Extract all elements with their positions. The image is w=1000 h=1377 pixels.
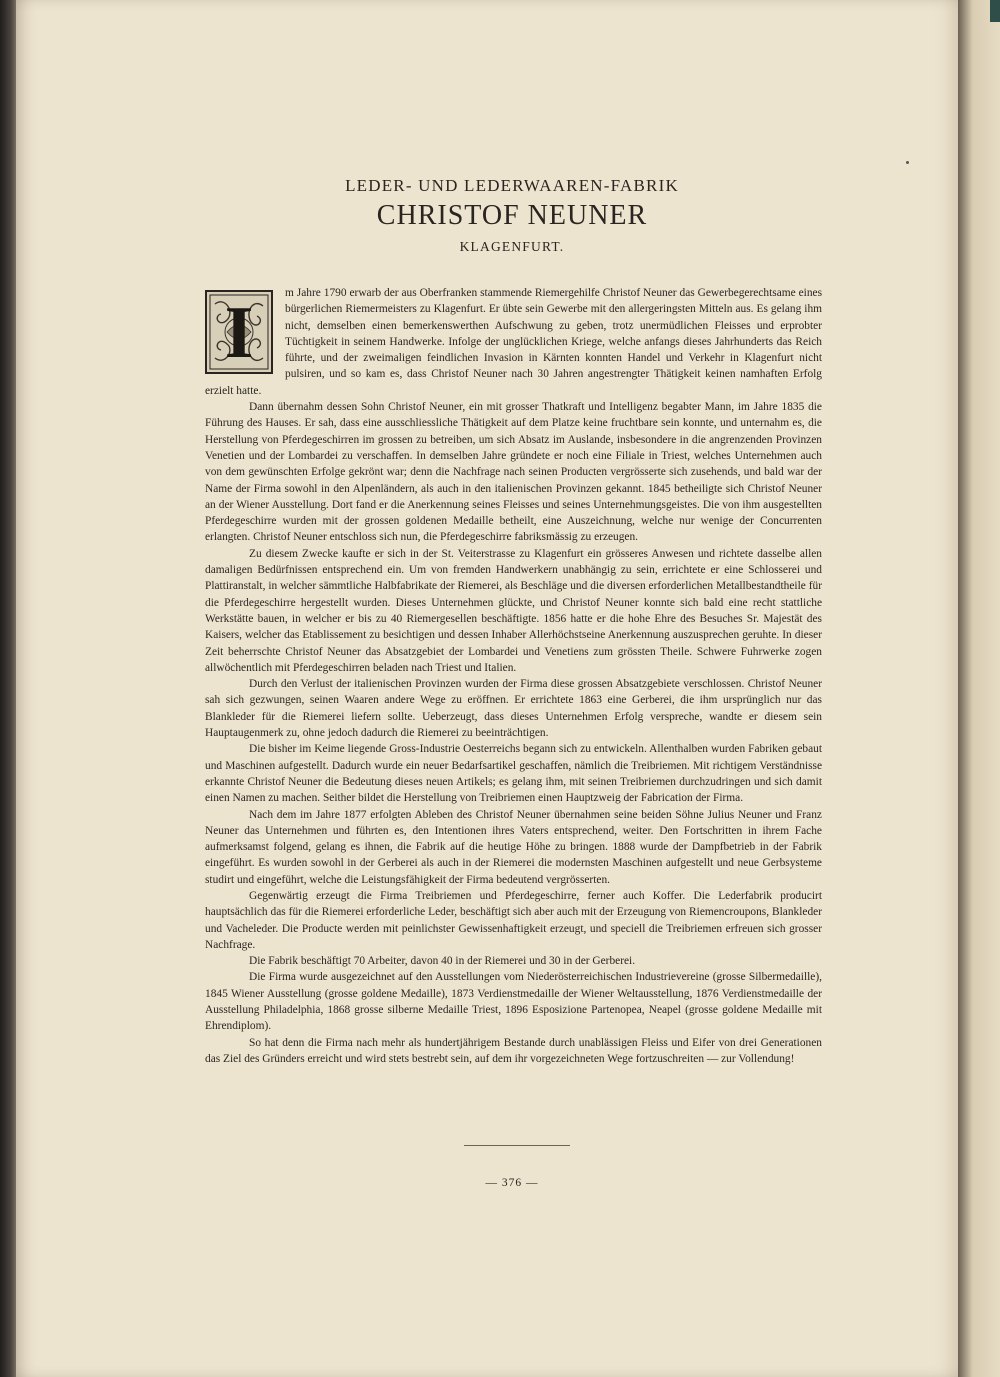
- company-title: CHRISTOF NEUNER: [376, 200, 648, 231]
- paragraph: Durch den Verlust der italienischen Provinzen wurden der Firma diese grossen Absatzgebiete verschlossen. Christof Neuner sah sich gezwungen, seinen Waaren andere Wege zu eröffnen. Er errichtete 1863 eine Gerberei, die ihm ursprünglich nur das Blankleder für die Riemerei liefern sollte. Ueberzeugt, dass dieses Unternehmen Erfolg verspreche, wandte er diesem sein Hauptaugenmerk zu, ohne jedoch dadurch die Riemerei zu beeinträchtigen.: [205, 678, 822, 740]
- paragraph: So hat denn die Firma nach mehr als hundertjährigem Bestande durch unablässigen Fleiss und Eifer von drei Generationen das Ziel des Gründers erreicht und wird stets bestrebt sein, auf dem ihr vorgezeichneten Wege fortzuschreiten — zur Vollendung!: [205, 1036, 822, 1065]
- paragraph: Die Firma wurde ausgezeichnet auf den Ausstellungen vom Niederösterreichischen Industrievereine (grosse Silbermedaille), 1845 Wiener Ausstellung (grosse goldene Medaille), 1873 Verdienstmedaille der Wiener Weltausstellung, 1876 Verdienstmedaille der Ausstellung Philadelphia, 1868 grosse silberne Medaille Triest, 1896 Esposizione Partenopea, Neapel (grosse goldene Medaille mit Ehrendiplom).: [205, 971, 822, 1033]
- paragraph: m Jahre 1790 erwarb der aus Oberfranken stammende Riemergehilfe Christof Neuner das Gewerbegerechtsame eines bürgerlichen Riemermeisters zu Klagenfurt. Er übte sein Gewerbe mit den allergeringsten Mitteln aus. Es gelang ihm nicht, demselben einen bemerkenswerthen Aufschwung zu geben, trotz unermüdlichen Fleisses und erprobter Tüchtigkeit in seinem Handwerke. Infolge der unglücklichen Kriege, welche anfangs dieses Jahrhunderts das Reich führte, und der zweimaligen feindlichen Invasion in Kärnten konnten Handel und Verkehr in Klagenfurt nicht pulsiren, und so kam es, dass Christof Neuner nach 30 Jahren angestrengter Thätigkeit keinen namhaften Erfolg erzielt hatte.: [205, 287, 822, 397]
- paragraph: Zu diesem Zwecke kaufte er sich in der St. Veiterstrasse zu Klagenfurt ein grösseres Anwesen und richtete dasselbe allen damaligen Bedürfnissen entsprechend ein. Um von fremden Handwerkern unabhängig zu sein, errichtete er eine Schlosserei und Plattiranstalt, in welcher sämmtliche Halbfabrikate der Riemerei, als Beschläge und die diversen erforderlichen Metallbestandtheile für die Pferdegeschirre hergestellt wurden. Dieses Unternehmen glückte, und Christof Neuner konnte sich bald eine recht stattliche Werkstätte bauen, in welcher er bis zu 40 Riemergesellen beschäftigte. 1856 hatte er die hohe Ehre des Besuches Sr. Majestät des Kaisers, welcher das Etablissement zu besichtigen und dessen Inhaber Allerhöchstseine Anerkennung auszusprechen geruhte. In dieser Zeit beherrschte Christof Neuner das Absatzgebiet der Lombardei und Venetiens zum grössten Theile. Schwere Fuhrwerke zogen allwöchentlich mit Pferdegeschirren beladen nach Triest und Italien.: [205, 547, 822, 674]
- paper-speck: [906, 161, 909, 164]
- company-supertitle: LEDER- UND LEDERWAAREN-FABRIK: [345, 176, 679, 195]
- company-location: KLAGENFURT.: [459, 239, 565, 254]
- ornamental-initial: [205, 290, 273, 374]
- paragraph: Nach dem im Jahre 1877 erfolgten Ableben des Christof Neuner übernahmen seine beiden Söhne Julius Neuner und Franz Neuner das Unternehmen und führten es, den Intentionen ihres Vaters entsprechend, weiter. Den Fortschritten in ihrem Fache aufmerksamst folgend, gelang es ihnen, die Fabrik auf die heutige Höhe zu bringen. 1888 wurde der Dampfbetrieb in der Fabrik eingeführt. Es wurden sowohl in der Gerberei als auch in der Riemerei die modernsten Maschinen aufgestellt und neue Gerbsysteme studirt und eingeführt, welche die Leistungsfähigkeit der Firma bedeutend vergrösserten.: [205, 808, 822, 886]
- page-number: — 376 —: [485, 1177, 539, 1189]
- paragraph: Dann übernahm dessen Sohn Christof Neuner, ein mit grosser Thatkraft und Intelligenz begabter Mann, im Jahre 1835 die Führung des Hauses. Er sah, dass eine ausschliessliche Thätigkeit auf dem Platze keine fruchtbare sein konnte, und unternahm es, die Herstellung von Pferdegeschirren im grossen zu betreiben, um sich Absatz im Auslande, insbesondere in die angrenzenden Provinzen Venetien und der Lombardei zu verschaffen. In demselben Jahre gründete er noch eine Filiale in Triest, welches Unternehmen auch von dem gewünschten Erfolge gekrönt war; denn die Nachfrage nach seinen Producten vergrösserte sich zusehends, und bald war der Name der Firma sowohl in den Alpenländern, als auch in den italienischen Provinzen gekannt. 1845 betheiligte sich Christof Neuner an der Wiener Ausstellung. Dort fand er die Anerkennung seines Fleisses und seines Unternehmungsgeistes. Die von ihm ausgestellten Pferdegeschirre wurden mit der grossen goldenen Medaille betheilt, eine Auszeichnung, welche nur wenige der Concurrenten erlangten. Christof Neuner entschloss sich nun, die Pferdegeschirre fabriksmässig zu erzeugen.: [205, 401, 822, 544]
- scan-color-tab: [990, 0, 1000, 22]
- article-body: [205, 285, 822, 1067]
- paragraph: Die Fabrik beschäftigt 70 Arbeiter, davon 40 in der Riemerei und 30 in der Gerberei.: [249, 955, 636, 968]
- paragraph: Gegenwärtig erzeugt die Firma Treibriemen und Pferdegeschirre, ferner auch Koffer. Die Lederfabrik producirt hauptsächlich das für die Riemerei erforderliche Leder, beschäftigt sich aber auch mit der Erzeugung von Riemencroupons, Blankleder und Vacheleder. Die Producte werden mit peinlichster Gewissenhaftigkeit erzeugt, und speciell die Treibriemen erfreuen sich grosser Nachfrage.: [205, 889, 822, 951]
- initial-letter: I: [224, 292, 254, 374]
- paragraph: Die bisher im Keime liegende Gross-Industrie Oesterreichs begann sich zu entwickeln. Allenthalben wurden Fabriken gebaut und Maschinen aufgestellt. Dadurch wurde ein neuer Bedarfsartikel geschaffen, nämlich die Treibriemen. Mit richtigem Verständnisse erkannte Christof Neuner die Bedeutung dieses neuen Artikels; es gelang ihm, mit seinen Treibriemen durchzudringen und sich damit einen Namen zu machen. Seither bildet die Herstellung von Treibriemen einen Hauptzweig der Fabrication der Firma.: [205, 743, 822, 805]
- end-divider: [464, 1145, 570, 1146]
